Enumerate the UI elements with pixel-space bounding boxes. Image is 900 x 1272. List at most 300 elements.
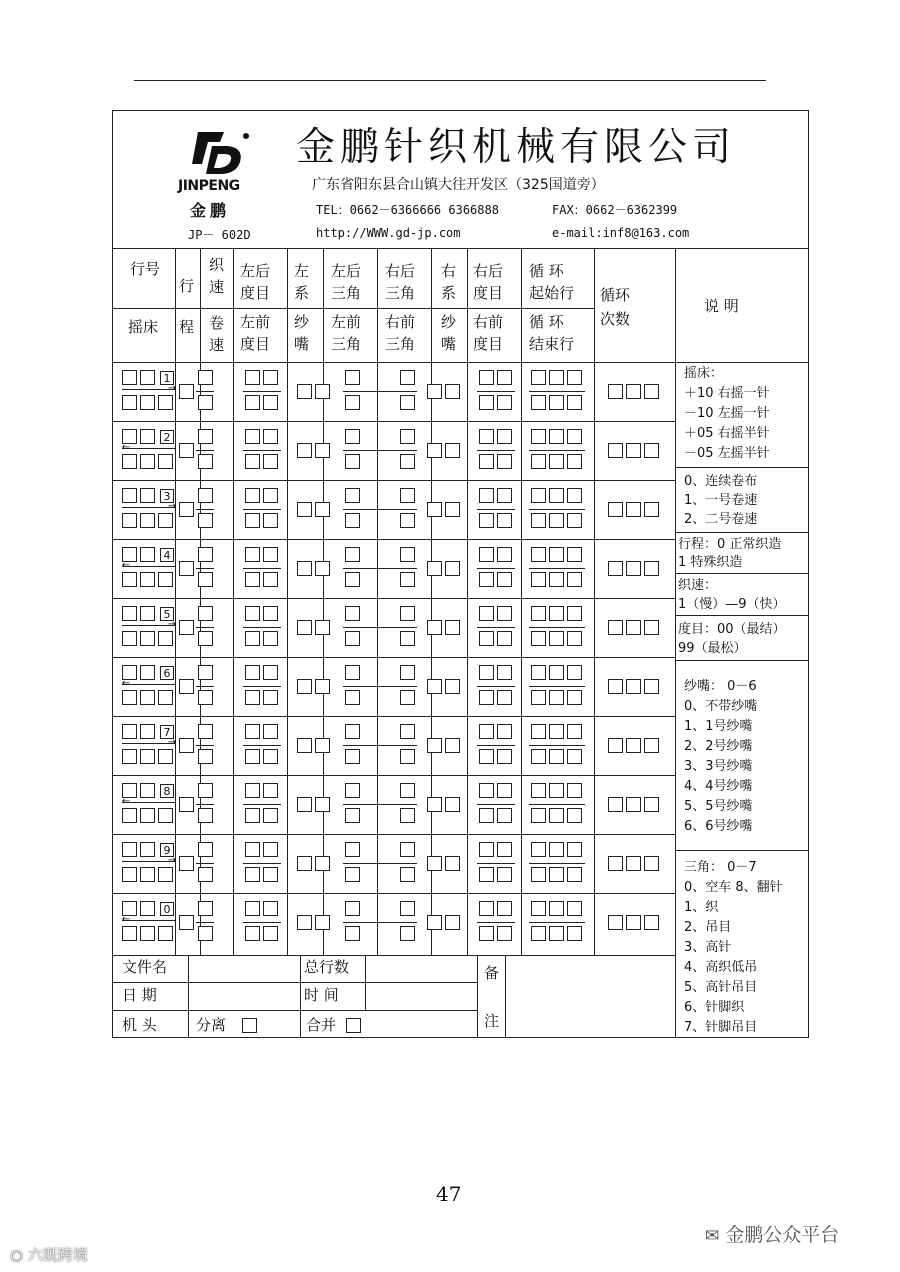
loop-end-digit[interactable] bbox=[567, 395, 582, 410]
lf-density-digit[interactable] bbox=[263, 926, 278, 941]
racking-digit[interactable] bbox=[140, 690, 155, 705]
rf-cam-box[interactable] bbox=[400, 454, 415, 469]
rb-density-digit[interactable] bbox=[497, 606, 512, 621]
knit-speed-box[interactable] bbox=[198, 783, 213, 798]
rb-density-digit[interactable] bbox=[479, 901, 494, 916]
loop-start-digit[interactable] bbox=[549, 783, 564, 798]
knit-speed-box[interactable] bbox=[198, 370, 213, 385]
lf-cam-box[interactable] bbox=[345, 867, 360, 882]
lb-cam-box[interactable] bbox=[345, 901, 360, 916]
loop-end-digit[interactable] bbox=[549, 808, 564, 823]
rf-density-digit[interactable] bbox=[497, 867, 512, 882]
rf-density-digit[interactable] bbox=[479, 513, 494, 528]
left-feeder-digit[interactable] bbox=[297, 502, 312, 517]
right-feeder-digit[interactable] bbox=[427, 502, 442, 517]
knit-speed-box[interactable] bbox=[198, 842, 213, 857]
racking-digit[interactable] bbox=[122, 513, 137, 528]
row-number-digit[interactable] bbox=[122, 842, 137, 857]
loop-start-digit[interactable] bbox=[531, 842, 546, 857]
left-feeder-digit[interactable] bbox=[297, 384, 312, 399]
take-speed-box[interactable] bbox=[198, 690, 213, 705]
lf-density-digit[interactable] bbox=[245, 690, 260, 705]
lf-cam-box[interactable] bbox=[345, 926, 360, 941]
rb-density-digit[interactable] bbox=[479, 547, 494, 562]
lf-cam-box[interactable] bbox=[345, 395, 360, 410]
racking-digit[interactable] bbox=[158, 808, 173, 823]
lb-cam-box[interactable] bbox=[345, 488, 360, 503]
rf-cam-box[interactable] bbox=[400, 926, 415, 941]
loop-start-digit[interactable] bbox=[567, 488, 582, 503]
knit-speed-box[interactable] bbox=[198, 606, 213, 621]
rf-density-digit[interactable] bbox=[497, 690, 512, 705]
left-feeder-digit[interactable] bbox=[297, 620, 312, 635]
racking-digit[interactable] bbox=[140, 572, 155, 587]
loop-count-digit[interactable] bbox=[626, 797, 641, 812]
lf-density-digit[interactable] bbox=[263, 572, 278, 587]
loop-start-digit[interactable] bbox=[531, 724, 546, 739]
rb-cam-box[interactable] bbox=[400, 370, 415, 385]
loop-end-digit[interactable] bbox=[531, 631, 546, 646]
rb-cam-box[interactable] bbox=[400, 901, 415, 916]
lf-cam-box[interactable] bbox=[345, 572, 360, 587]
left-feeder-digit[interactable] bbox=[315, 443, 330, 458]
rb-cam-box[interactable] bbox=[400, 724, 415, 739]
rb-density-digit[interactable] bbox=[479, 842, 494, 857]
lf-cam-box[interactable] bbox=[345, 513, 360, 528]
racking-digit[interactable] bbox=[122, 926, 137, 941]
left-feeder-digit[interactable] bbox=[315, 502, 330, 517]
loop-count-digit[interactable] bbox=[626, 679, 641, 694]
rf-density-digit[interactable] bbox=[479, 454, 494, 469]
lf-density-digit[interactable] bbox=[245, 631, 260, 646]
lf-density-digit[interactable] bbox=[245, 395, 260, 410]
loop-end-digit[interactable] bbox=[567, 690, 582, 705]
rf-cam-box[interactable] bbox=[400, 513, 415, 528]
lb-cam-box[interactable] bbox=[345, 842, 360, 857]
left-feeder-digit[interactable] bbox=[297, 856, 312, 871]
loop-end-digit[interactable] bbox=[531, 572, 546, 587]
rf-density-digit[interactable] bbox=[479, 867, 494, 882]
loop-count-digit[interactable] bbox=[644, 856, 659, 871]
loop-start-digit[interactable] bbox=[567, 724, 582, 739]
lb-density-digit[interactable] bbox=[263, 606, 278, 621]
rf-density-digit[interactable] bbox=[497, 572, 512, 587]
row-number-digit[interactable] bbox=[140, 547, 155, 562]
loop-end-digit[interactable] bbox=[531, 867, 546, 882]
loop-start-digit[interactable] bbox=[531, 901, 546, 916]
loop-start-digit[interactable] bbox=[567, 606, 582, 621]
racking-digit[interactable] bbox=[140, 395, 155, 410]
loop-end-digit[interactable] bbox=[549, 395, 564, 410]
rf-cam-box[interactable] bbox=[400, 395, 415, 410]
rf-density-digit[interactable] bbox=[479, 749, 494, 764]
loop-count-digit[interactable] bbox=[608, 502, 623, 517]
take-speed-box[interactable] bbox=[198, 749, 213, 764]
racking-digit[interactable] bbox=[140, 926, 155, 941]
left-feeder-digit[interactable] bbox=[297, 443, 312, 458]
right-feeder-digit[interactable] bbox=[427, 679, 442, 694]
stroke-box[interactable] bbox=[179, 738, 194, 753]
loop-start-digit[interactable] bbox=[567, 665, 582, 680]
right-feeder-digit[interactable] bbox=[445, 915, 460, 930]
rb-density-digit[interactable] bbox=[479, 606, 494, 621]
lf-density-digit[interactable] bbox=[263, 749, 278, 764]
loop-count-digit[interactable] bbox=[626, 561, 641, 576]
stroke-box[interactable] bbox=[179, 620, 194, 635]
right-feeder-digit[interactable] bbox=[445, 561, 460, 576]
take-speed-box[interactable] bbox=[198, 867, 213, 882]
row-number-digit[interactable] bbox=[140, 724, 155, 739]
knit-speed-box[interactable] bbox=[198, 724, 213, 739]
rf-density-digit[interactable] bbox=[497, 808, 512, 823]
rb-density-digit[interactable] bbox=[497, 370, 512, 385]
lb-cam-box[interactable] bbox=[345, 370, 360, 385]
rb-density-digit[interactable] bbox=[479, 370, 494, 385]
racking-digit[interactable] bbox=[158, 926, 173, 941]
loop-start-digit[interactable] bbox=[549, 842, 564, 857]
lf-cam-box[interactable] bbox=[345, 749, 360, 764]
loop-count-digit[interactable] bbox=[608, 561, 623, 576]
lb-density-digit[interactable] bbox=[245, 901, 260, 916]
loop-count-digit[interactable] bbox=[608, 384, 623, 399]
rb-cam-box[interactable] bbox=[400, 606, 415, 621]
rf-cam-box[interactable] bbox=[400, 631, 415, 646]
rb-cam-box[interactable] bbox=[400, 783, 415, 798]
loop-count-digit[interactable] bbox=[608, 797, 623, 812]
loop-count-digit[interactable] bbox=[644, 384, 659, 399]
loop-end-digit[interactable] bbox=[549, 867, 564, 882]
rf-cam-box[interactable] bbox=[400, 749, 415, 764]
racking-digit[interactable] bbox=[158, 690, 173, 705]
row-number-digit[interactable] bbox=[140, 842, 155, 857]
row-number-digit[interactable] bbox=[140, 665, 155, 680]
right-feeder-digit[interactable] bbox=[445, 797, 460, 812]
rb-density-digit[interactable] bbox=[497, 901, 512, 916]
rf-density-digit[interactable] bbox=[479, 926, 494, 941]
loop-start-digit[interactable] bbox=[531, 547, 546, 562]
loop-count-digit[interactable] bbox=[626, 443, 641, 458]
lb-density-digit[interactable] bbox=[263, 783, 278, 798]
rf-density-digit[interactable] bbox=[497, 454, 512, 469]
loop-count-digit[interactable] bbox=[626, 502, 641, 517]
right-feeder-digit[interactable] bbox=[427, 915, 442, 930]
lb-cam-box[interactable] bbox=[345, 665, 360, 680]
loop-count-digit[interactable] bbox=[626, 384, 641, 399]
rf-density-digit[interactable] bbox=[497, 926, 512, 941]
loop-count-digit[interactable] bbox=[626, 856, 641, 871]
lb-density-digit[interactable] bbox=[245, 724, 260, 739]
rb-cam-box[interactable] bbox=[400, 842, 415, 857]
right-feeder-digit[interactable] bbox=[445, 384, 460, 399]
row-number-digit[interactable] bbox=[122, 370, 137, 385]
loop-count-digit[interactable] bbox=[644, 502, 659, 517]
rb-density-digit[interactable] bbox=[479, 429, 494, 444]
lb-density-digit[interactable] bbox=[263, 547, 278, 562]
loop-end-digit[interactable] bbox=[531, 454, 546, 469]
stroke-box[interactable] bbox=[179, 797, 194, 812]
rb-density-digit[interactable] bbox=[497, 665, 512, 680]
loop-end-digit[interactable] bbox=[549, 926, 564, 941]
right-feeder-digit[interactable] bbox=[427, 797, 442, 812]
rf-density-digit[interactable] bbox=[497, 513, 512, 528]
right-feeder-digit[interactable] bbox=[445, 679, 460, 694]
take-speed-box[interactable] bbox=[198, 808, 213, 823]
lb-density-digit[interactable] bbox=[263, 370, 278, 385]
lb-density-digit[interactable] bbox=[263, 488, 278, 503]
lf-cam-box[interactable] bbox=[345, 808, 360, 823]
stroke-box[interactable] bbox=[179, 856, 194, 871]
racking-digit[interactable] bbox=[158, 867, 173, 882]
rf-density-digit[interactable] bbox=[479, 395, 494, 410]
loop-start-digit[interactable] bbox=[549, 488, 564, 503]
lb-density-digit[interactable] bbox=[263, 901, 278, 916]
loop-end-digit[interactable] bbox=[567, 808, 582, 823]
racking-digit[interactable] bbox=[122, 454, 137, 469]
racking-digit[interactable] bbox=[158, 395, 173, 410]
lb-cam-box[interactable] bbox=[345, 606, 360, 621]
left-feeder-digit[interactable] bbox=[297, 679, 312, 694]
lf-density-digit[interactable] bbox=[263, 808, 278, 823]
lf-density-digit[interactable] bbox=[263, 513, 278, 528]
rb-density-digit[interactable] bbox=[479, 488, 494, 503]
loop-start-digit[interactable] bbox=[531, 665, 546, 680]
loop-end-digit[interactable] bbox=[531, 395, 546, 410]
loop-count-digit[interactable] bbox=[608, 738, 623, 753]
left-feeder-digit[interactable] bbox=[315, 384, 330, 399]
rf-density-digit[interactable] bbox=[497, 749, 512, 764]
right-feeder-digit[interactable] bbox=[445, 620, 460, 635]
racking-digit[interactable] bbox=[122, 572, 137, 587]
loop-end-digit[interactable] bbox=[531, 513, 546, 528]
left-feeder-digit[interactable] bbox=[315, 856, 330, 871]
lb-density-digit[interactable] bbox=[245, 370, 260, 385]
loop-end-digit[interactable] bbox=[567, 926, 582, 941]
left-feeder-digit[interactable] bbox=[315, 620, 330, 635]
left-feeder-digit[interactable] bbox=[297, 797, 312, 812]
loop-start-digit[interactable] bbox=[531, 488, 546, 503]
racking-digit[interactable] bbox=[122, 749, 137, 764]
lf-density-digit[interactable] bbox=[245, 867, 260, 882]
lf-density-digit[interactable] bbox=[245, 808, 260, 823]
lb-density-digit[interactable] bbox=[245, 488, 260, 503]
lf-density-digit[interactable] bbox=[245, 749, 260, 764]
loop-end-digit[interactable] bbox=[531, 808, 546, 823]
rb-cam-box[interactable] bbox=[400, 429, 415, 444]
lb-cam-box[interactable] bbox=[345, 429, 360, 444]
racking-digit[interactable] bbox=[122, 631, 137, 646]
lb-density-digit[interactable] bbox=[263, 724, 278, 739]
rf-density-digit[interactable] bbox=[479, 808, 494, 823]
lb-density-digit[interactable] bbox=[245, 606, 260, 621]
right-feeder-digit[interactable] bbox=[445, 738, 460, 753]
row-number-digit[interactable] bbox=[140, 429, 155, 444]
rf-density-digit[interactable] bbox=[479, 631, 494, 646]
row-number-digit[interactable] bbox=[140, 783, 155, 798]
knit-speed-box[interactable] bbox=[198, 488, 213, 503]
loop-end-digit[interactable] bbox=[549, 690, 564, 705]
loop-start-digit[interactable] bbox=[549, 724, 564, 739]
racking-digit[interactable] bbox=[140, 808, 155, 823]
rf-density-digit[interactable] bbox=[479, 690, 494, 705]
left-feeder-digit[interactable] bbox=[315, 738, 330, 753]
row-number-digit[interactable] bbox=[122, 488, 137, 503]
loop-end-digit[interactable] bbox=[567, 749, 582, 764]
left-feeder-digit[interactable] bbox=[297, 561, 312, 576]
loop-count-digit[interactable] bbox=[644, 738, 659, 753]
loop-count-digit[interactable] bbox=[644, 797, 659, 812]
loop-start-digit[interactable] bbox=[531, 370, 546, 385]
lf-density-digit[interactable] bbox=[245, 513, 260, 528]
loop-count-digit[interactable] bbox=[644, 620, 659, 635]
loop-end-digit[interactable] bbox=[567, 867, 582, 882]
lb-cam-box[interactable] bbox=[345, 724, 360, 739]
stroke-box[interactable] bbox=[179, 384, 194, 399]
racking-digit[interactable] bbox=[122, 867, 137, 882]
stroke-box[interactable] bbox=[179, 915, 194, 930]
lb-cam-box[interactable] bbox=[345, 783, 360, 798]
lf-density-digit[interactable] bbox=[263, 690, 278, 705]
lb-density-digit[interactable] bbox=[245, 665, 260, 680]
lb-density-digit[interactable] bbox=[263, 429, 278, 444]
lb-cam-box[interactable] bbox=[345, 547, 360, 562]
row-number-digit[interactable] bbox=[122, 606, 137, 621]
rf-cam-box[interactable] bbox=[400, 867, 415, 882]
row-number-digit[interactable] bbox=[140, 606, 155, 621]
right-feeder-digit[interactable] bbox=[427, 620, 442, 635]
loop-end-digit[interactable] bbox=[549, 454, 564, 469]
lf-cam-box[interactable] bbox=[345, 454, 360, 469]
stroke-box[interactable] bbox=[179, 502, 194, 517]
right-feeder-digit[interactable] bbox=[445, 502, 460, 517]
loop-start-digit[interactable] bbox=[567, 370, 582, 385]
loop-start-digit[interactable] bbox=[549, 606, 564, 621]
loop-count-digit[interactable] bbox=[644, 679, 659, 694]
separate-checkbox[interactable] bbox=[242, 1018, 257, 1033]
racking-digit[interactable] bbox=[140, 513, 155, 528]
loop-count-digit[interactable] bbox=[608, 915, 623, 930]
right-feeder-digit[interactable] bbox=[427, 443, 442, 458]
take-speed-box[interactable] bbox=[198, 513, 213, 528]
lb-density-digit[interactable] bbox=[245, 842, 260, 857]
lf-density-digit[interactable] bbox=[263, 631, 278, 646]
knit-speed-box[interactable] bbox=[198, 547, 213, 562]
racking-digit[interactable] bbox=[122, 808, 137, 823]
lb-density-digit[interactable] bbox=[263, 842, 278, 857]
racking-digit[interactable] bbox=[158, 572, 173, 587]
take-speed-box[interactable] bbox=[198, 454, 213, 469]
loop-count-digit[interactable] bbox=[626, 738, 641, 753]
loop-start-digit[interactable] bbox=[549, 429, 564, 444]
take-speed-box[interactable] bbox=[198, 926, 213, 941]
right-feeder-digit[interactable] bbox=[427, 384, 442, 399]
lf-density-digit[interactable] bbox=[263, 395, 278, 410]
loop-start-digit[interactable] bbox=[549, 901, 564, 916]
knit-speed-box[interactable] bbox=[198, 901, 213, 916]
rb-density-digit[interactable] bbox=[479, 665, 494, 680]
lf-density-digit[interactable] bbox=[245, 572, 260, 587]
loop-count-digit[interactable] bbox=[608, 679, 623, 694]
loop-end-digit[interactable] bbox=[531, 690, 546, 705]
rb-density-digit[interactable] bbox=[497, 547, 512, 562]
lf-density-digit[interactable] bbox=[263, 454, 278, 469]
take-speed-box[interactable] bbox=[198, 395, 213, 410]
lb-density-digit[interactable] bbox=[245, 783, 260, 798]
loop-count-digit[interactable] bbox=[608, 620, 623, 635]
take-speed-box[interactable] bbox=[198, 631, 213, 646]
rb-density-digit[interactable] bbox=[497, 488, 512, 503]
merge-checkbox[interactable] bbox=[346, 1018, 361, 1033]
rb-cam-box[interactable] bbox=[400, 547, 415, 562]
rf-density-digit[interactable] bbox=[497, 395, 512, 410]
loop-end-digit[interactable] bbox=[567, 513, 582, 528]
loop-start-digit[interactable] bbox=[531, 606, 546, 621]
racking-digit[interactable] bbox=[158, 749, 173, 764]
racking-digit[interactable] bbox=[140, 867, 155, 882]
right-feeder-digit[interactable] bbox=[427, 738, 442, 753]
rb-density-digit[interactable] bbox=[479, 783, 494, 798]
row-number-digit[interactable] bbox=[122, 724, 137, 739]
rb-cam-box[interactable] bbox=[400, 488, 415, 503]
racking-digit[interactable] bbox=[140, 631, 155, 646]
racking-digit[interactable] bbox=[140, 749, 155, 764]
right-feeder-digit[interactable] bbox=[427, 856, 442, 871]
row-number-digit[interactable] bbox=[140, 488, 155, 503]
loop-count-digit[interactable] bbox=[644, 443, 659, 458]
take-speed-box[interactable] bbox=[198, 572, 213, 587]
loop-start-digit[interactable] bbox=[567, 901, 582, 916]
loop-end-digit[interactable] bbox=[567, 572, 582, 587]
right-feeder-digit[interactable] bbox=[445, 443, 460, 458]
racking-digit[interactable] bbox=[122, 395, 137, 410]
loop-count-digit[interactable] bbox=[644, 915, 659, 930]
loop-end-digit[interactable] bbox=[531, 926, 546, 941]
loop-start-digit[interactable] bbox=[531, 429, 546, 444]
loop-start-digit[interactable] bbox=[549, 665, 564, 680]
rb-density-digit[interactable] bbox=[497, 429, 512, 444]
rf-density-digit[interactable] bbox=[479, 572, 494, 587]
loop-count-digit[interactable] bbox=[644, 561, 659, 576]
loop-count-digit[interactable] bbox=[608, 856, 623, 871]
loop-count-digit[interactable] bbox=[608, 443, 623, 458]
row-number-digit[interactable] bbox=[140, 901, 155, 916]
racking-digit[interactable] bbox=[140, 454, 155, 469]
left-feeder-digit[interactable] bbox=[297, 738, 312, 753]
lb-density-digit[interactable] bbox=[245, 547, 260, 562]
loop-end-digit[interactable] bbox=[531, 749, 546, 764]
racking-digit[interactable] bbox=[158, 513, 173, 528]
lf-density-digit[interactable] bbox=[245, 454, 260, 469]
loop-end-digit[interactable] bbox=[549, 572, 564, 587]
stroke-box[interactable] bbox=[179, 561, 194, 576]
racking-digit[interactable] bbox=[158, 631, 173, 646]
rb-density-digit[interactable] bbox=[497, 783, 512, 798]
stroke-box[interactable] bbox=[179, 679, 194, 694]
row-number-digit[interactable] bbox=[140, 370, 155, 385]
lb-density-digit[interactable] bbox=[245, 429, 260, 444]
loop-start-digit[interactable] bbox=[567, 547, 582, 562]
rf-cam-box[interactable] bbox=[400, 808, 415, 823]
stroke-box[interactable] bbox=[179, 443, 194, 458]
loop-end-digit[interactable] bbox=[567, 454, 582, 469]
loop-start-digit[interactable] bbox=[549, 547, 564, 562]
rb-cam-box[interactable] bbox=[400, 665, 415, 680]
right-feeder-digit[interactable] bbox=[427, 561, 442, 576]
loop-end-digit[interactable] bbox=[567, 631, 582, 646]
rf-cam-box[interactable] bbox=[400, 572, 415, 587]
rb-density-digit[interactable] bbox=[479, 724, 494, 739]
right-feeder-digit[interactable] bbox=[445, 856, 460, 871]
left-feeder-digit[interactable] bbox=[315, 679, 330, 694]
